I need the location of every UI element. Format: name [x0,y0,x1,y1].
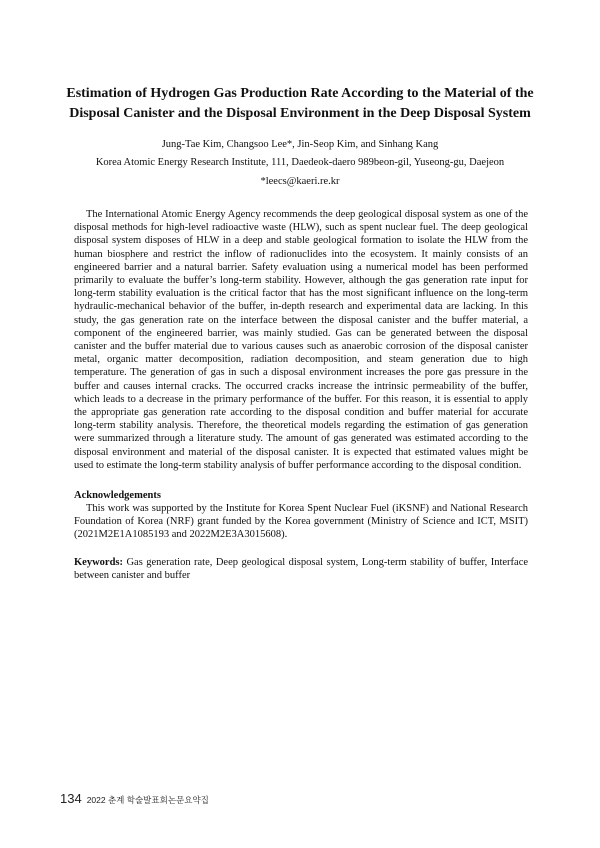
page-footer [60,790,209,810]
acknowledgements-heading: Acknowledgements [74,490,161,501]
abstract-body: The International Atomic Energy Agency recommends the deep geological disposal system as one of the disposal methods for high-level radioactive waste (HLW), such as spent nuclear fuel. The deep geological disposal system disposes of HLW in a deep and stable geological formation to isolate the HLW from the human biosphere and restrict the inflow of radionuclides into the ecosystem. It mainly consists of an engineered barrier and a natural barrier. Safety evaluation using a numerical model has been performed primarily to evaluate the buffer’s long-term stability. However, although the gas generation rate input for long-term stability evaluation is the critical factor that has the most significant influence on the long-term hydraulic-mechanical behavior of the buffer, in-depth research and experimental data are lacking. In this study, the gas generation rate on the interface between the disposal canister and the buffer material, a component of the engineered barrier, was mainly studied. Gas can be generated between the disposal canister and the buffer material due to various causes such as anaerobic corrosion of the disposal canister metal, organic matter decomposition, radiation decomposition, and steam generation due to high temperature. The generation of gas in such a disposal environment increases the pore gas pressure in the buffer and causes internal cracks. The occurred cracks increase the intrinsic permeability of the buffer, which leads to a decrease in the primary performance of the buffer. For this reason, it is essential to apply the appropriate gas generation rate according to the disposal condition and buffer material for accurate long-term stability analysis. Therefore, the theoretical models regarding the estimation of gas generation were summarized through a literature study. The amount of gas generated was estimated according to the disposal environment and material of the disposal canister. It is expected that estimated values might be used to estimate the long-term stability analysis of buffer performance according to the disposal condition. [74,209,528,471]
proceedings-title: 2022 춘계 학술발표회논문요약집 [86,795,209,805]
affiliation: Korea Atomic Energy Research Institute, 111, Daedeok-daero 989beon-gil, Yuseong-gu, Daejeon [95,157,505,168]
keywords-label: Keywords: [74,557,123,568]
corresponding-email: *leecs@kaeri.re.kr [260,176,340,187]
keywords-list: Gas generation rate, Deep geological disposal system, Long-term stability of buffer, Interface between canister and buffer [74,557,529,582]
author-list: Jung-Tae Kim, Changsoo Lee*, Jin-Seop Kim, and Sinhang Kang [161,139,439,150]
page-number: 134 [60,791,82,806]
acknowledgements-body: This work was supported by the Institute for Korea Spent Nuclear Fuel (iKSNF) and National Research Foundation of Korea (NRF) grant funded by the Korea government (Ministry of Science and ICT, MSIT) (2021M2E1A1085193 and 2022M2E3A3015608). [74,503,528,541]
keywords-section [74,556,528,582]
paper-title: Estimation of Hydrogen Gas Production Rate According to the Material of the Disposal Canister and the Disposal Environment in the Deep Disposal System [66,86,534,121]
